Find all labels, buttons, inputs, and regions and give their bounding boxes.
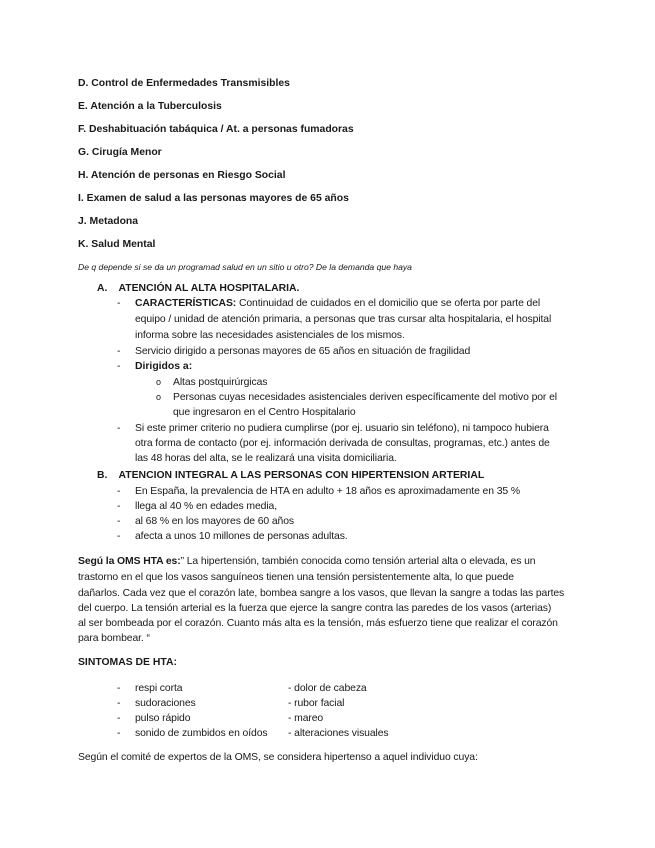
bullet-dash: - [117,516,121,527]
caracteristicas-text: Continuidad de cuidados en el domicilio que se oferta por parte del [236,298,541,309]
section-a-heading: A. ATENCIÓN AL ALTA HOSPITALARIA. [97,283,300,294]
sintoma-right-4: - alteraciones visuales [288,728,389,739]
final-line: Según el comité de expertos de la OMS, se considera hipertenso a aquel individuo cuya: [78,752,478,763]
section-b-heading: B. ATENCION INTEGRAL A LAS PERSONAS CON HIPERTENSION ARTERIAL [97,470,485,481]
hta-item-3: al 68 % en los mayores de 60 años [135,516,295,527]
sintoma-left-3: pulso rápido [135,713,191,724]
criterio-line-1: Si este primer criterio no pudiera cumplirse (por ej. usuario sin teléfono), ni tampoco hubiera [135,423,549,434]
oms-line-2: trastorno en el que los vasos sanguíneos tienen una tensión persistentemente alta, lo que puede [78,572,514,583]
bullet-dash: - [117,728,121,739]
caracteristicas-line-3: informa sobre las necesidades asistenciales de los mismos. [135,330,405,341]
list-item-f: F. Deshabituación tabáquica / At. a personas fumadoras [78,124,354,135]
sintoma-left-2: sudoraciones [135,698,196,709]
dirigidos-sub-1: Altas postquirúrgicas [173,377,268,388]
caracteristicas-line-2: equipo / unidad de atención primaria, a personas que tras cursar alta hospitalaria, el hospital [135,314,552,325]
criterio-line-3: las 48 horas del alta, se le realizará una visita domiciliaria. [135,453,397,464]
caracteristicas-line-1 [135,298,540,309]
oms-line-5: al ser bombeada por el corazón. Cuanto más alta es la tensión, más esfuerzo tiene que realizar el corazón [78,618,558,629]
bullet-dash: - [117,713,121,724]
bullet-dash: - [117,698,121,709]
dirigidos-sub-2-line-2: que ingresaron en el Centro Hospitalario [173,407,356,418]
list-item-j: J. Metadona [78,216,139,227]
dirigidos-label: Dirigidos a: [135,361,193,372]
hta-item-2: llega al 40 % en edades media, [135,501,277,512]
list-item-d: D. Control de Enfermedades Transmisibles [78,78,290,89]
oms-text: ” La hipertensión, también conocida como tensión arterial alta o elevada, es un [180,556,536,567]
italic-note: De q depende si se da un programad salud en un sitio u otro? De la demanda que haya [78,262,412,272]
caracteristicas-label: CARACTERÍSTICAS: [135,298,237,309]
bullet-dash: - [117,531,121,542]
oms-line-3: dañarlos. Cada vez que el corazón late, bombea sangre a los vasos, que llevan la sangre a todas las partes [78,588,565,599]
bullet-dash: - [117,298,121,309]
sintomas-heading: SINTOMAS DE HTA: [78,657,177,668]
criterio-line-2: otra forma de contacto (por ej. información derivada de consultas, programas, etc.) antes de [135,438,550,449]
oms-line-4: del cuerpo. La tensión arterial es la fuerza que ejerce la sangre contra las paredes de los vasos (arterias) [78,603,552,614]
sintoma-left-1: respi corta [135,683,183,694]
bullet-dash: - [117,423,121,434]
bullet-circle: o [156,377,162,387]
list-item-e: E. Atención a la Tuberculosis [78,101,222,112]
hta-item-1: En España, la prevalencia de HTA en adulto + 18 años es aproximadamente en 35 % [135,486,520,497]
servicio-text: Servicio dirigido a personas mayores de 65 años en situación de fragilidad [135,346,471,357]
sintoma-right-2: - rubor facial [288,698,345,709]
sintoma-right-3: - mareo [288,713,324,724]
bullet-dash: - [117,683,121,694]
sintoma-left-4: sonido de zumbidos en oídos [135,728,268,739]
sintoma-right-1: - dolor de cabeza [288,683,367,694]
bullet-dash: - [117,501,121,512]
bullet-dash: - [117,346,121,357]
dirigidos-sub-2-line-1: Personas cuyas necesidades asistenciales deriven específicamente del motivo por el [173,392,557,403]
bullet-circle: o [156,392,162,402]
list-item-g: G. Cirugía Menor [78,147,162,158]
list-item-k: K. Salud Mental [78,239,156,250]
oms-line-1 [78,556,535,567]
bullet-dash: - [117,486,121,497]
list-item-h: H. Atención de personas en Riesgo Social [78,170,286,181]
oms-line-6: para bombear. “ [78,633,150,644]
list-item-i: I. Examen de salud a las personas mayores de 65 años [78,193,349,204]
oms-label: Segú la OMS HTA es: [78,556,181,567]
hta-item-4: afecta a unos 10 millones de personas adultas. [135,531,348,542]
bullet-dash: - [117,361,121,372]
